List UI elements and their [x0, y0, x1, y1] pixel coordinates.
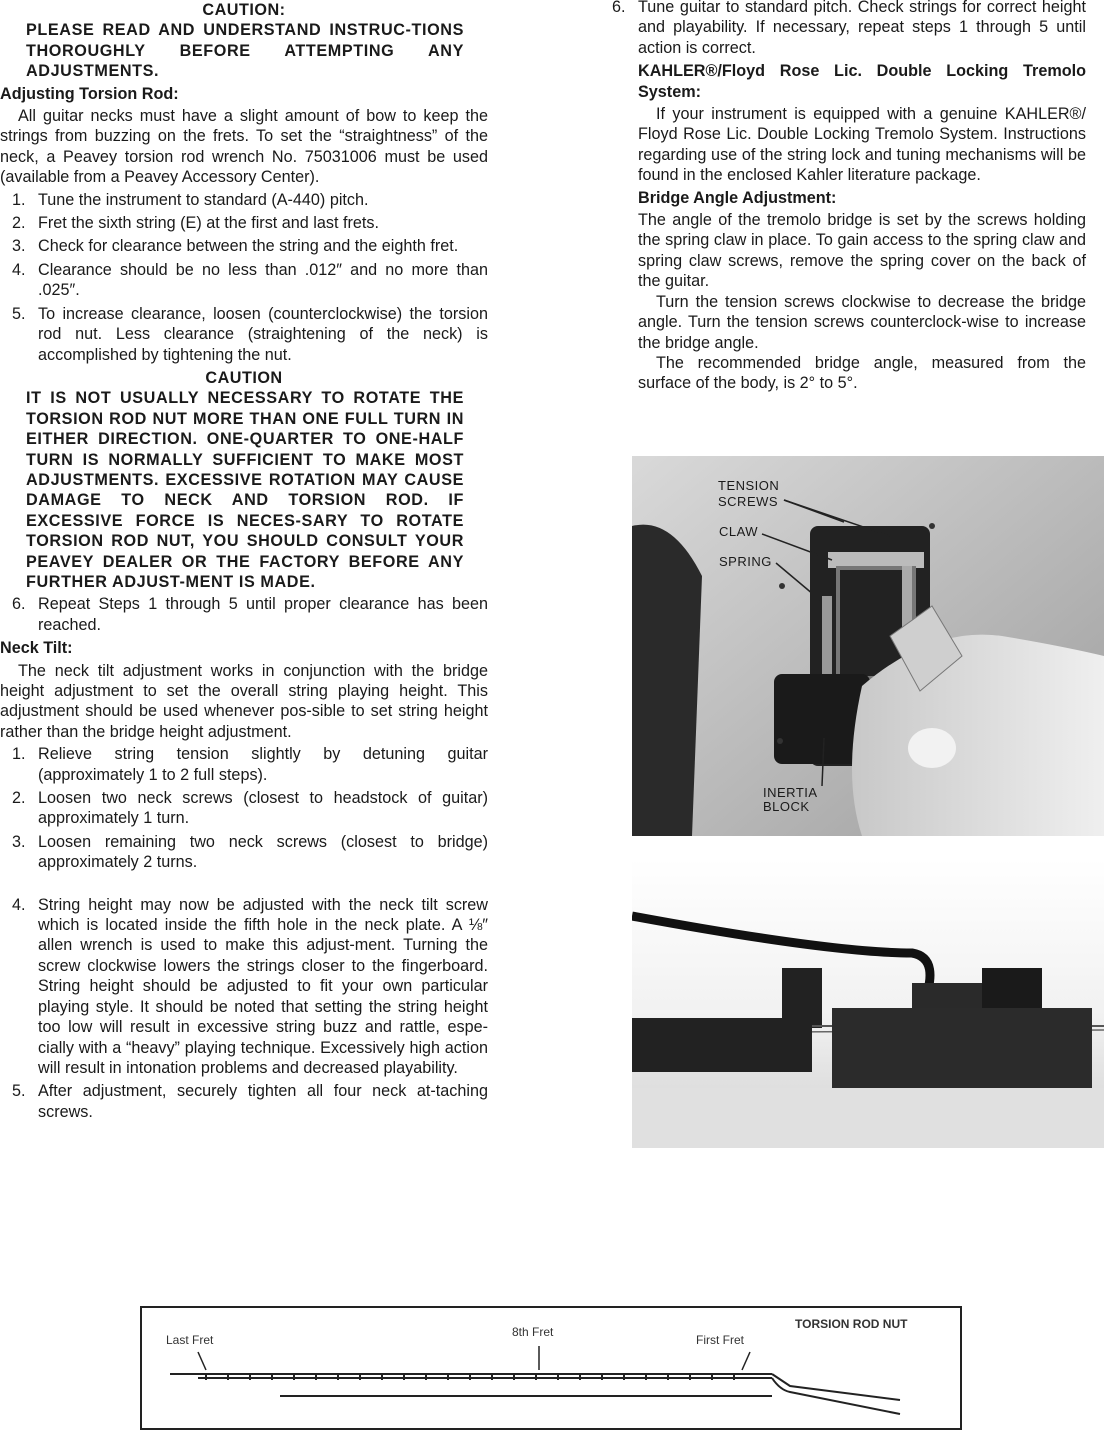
label-first-fret: First Fret: [696, 1333, 744, 1347]
torsion-step6: [0, 594, 488, 635]
list-item: [0, 304, 488, 365]
kahler-body: If your instrument is equipped with a genuine KAHLER®/ Floyd Rose Lic. Double Locking Tremolo System. Instructions regarding use of the string lock and tuning mechanisms will be found in the enclosed Kahler literature package.: [638, 105, 1086, 185]
caution2-body: IT IS NOT USUALLY NECESSARY TO ROTATE THE TORSION ROD NUT MORE THAN ONE FULL TURN IN EITHER DIRECTION. ONE-QUARTER TO ONE-HALF TURN IS NORMALLY SUFFICIENT TO MAKE MOST ADJUSTMENTS. EXCESSIVE ROTATION MAY CAUSE DAMAGE TO NECK AND TORSION ROD. IF EXCESSIVE FORCE IS NECES-SARY TO ROTATE TORSION ROD NUT, YOU SHOULD CONSULT YOUR PEAVEY DEALER OR THE FACTORY BEFORE ANY FURTHER ADJUST-MENT IS MADE.: [26, 389, 464, 591]
list-item: [0, 1081, 488, 1122]
left-column: [0, 0, 488, 1125]
tilt-step6: [612, 0, 1086, 58]
step-text: Repeat Steps 1 through 5 until proper clearance has been reached.: [38, 595, 488, 634]
step-number: 4.: [12, 895, 26, 914]
step-number: 5.: [12, 1082, 26, 1101]
label-inertia: INERTIA: [763, 785, 818, 800]
list-item: [0, 594, 488, 635]
torsion-rod-diagram: [140, 1306, 962, 1430]
step-text: Tune guitar to standard pitch. Check strings for correct height and playability. If necessary, repeat steps 1 through 5 until action is correct.: [638, 0, 1086, 57]
label-8th-fret: 8th Fret: [512, 1325, 554, 1339]
torsion-heading: Adjusting Torsion Rod:: [0, 84, 179, 103]
bridge-paragraph-1: The angle of the tremolo bridge is set by the screws holding the spring claw in place. To gain access to the spring claw and spring claw screws, remove the spring cover on the back of the guitar.: [638, 211, 1086, 291]
list-item: [0, 190, 488, 210]
label-last-fret: Last Fret: [166, 1333, 214, 1347]
screw-dot: [929, 523, 935, 529]
list-item: [0, 260, 488, 301]
screw-dot: [777, 738, 783, 744]
spring-cavity-illustration: [632, 456, 1104, 836]
label-tension: TENSION: [718, 478, 780, 493]
bridge-side-photo: [632, 858, 1104, 1148]
bridge-side-illustration: [632, 858, 1104, 1148]
step-text: After adjustment, securely tighten all four neck at-taching screws.: [38, 1082, 488, 1121]
neck-diagram: [140, 1306, 962, 1430]
torsion-intro: All guitar necks must have a slight amount of bow to keep the strings from buzzing on the frets. To set the “straightness” of the neck, a Peavey torsion rod wrench No. 75031006 must be used (available from a Peavey Accessory Center).: [0, 107, 488, 187]
list-item: [0, 788, 488, 829]
list-item: [0, 236, 488, 256]
label-claw: CLAW: [719, 524, 759, 539]
step-text: Check for clearance between the string and the eighth fret.: [38, 237, 459, 256]
bridge-heading: Bridge Angle Adjustment:: [638, 188, 837, 207]
step-number: 6.: [12, 595, 26, 614]
screwdriver-cap: [908, 728, 956, 768]
kahler-heading: KAHLER®/Floyd Rose Lic. Double Locking Tremolo System:: [638, 62, 1086, 101]
torsion-steps: [0, 190, 488, 365]
label-block: BLOCK: [763, 799, 810, 814]
right-column: [612, 0, 1086, 394]
caution-title: CAUTION:: [202, 1, 286, 19]
spring-claw: [828, 552, 924, 568]
step-text: Relieve string tension slightly by detuning guitar (approximately 1 to 2 full steps).: [38, 745, 488, 784]
list-item: [0, 213, 488, 233]
step-text: Loosen remaining two neck screws (closest to bridge) approximately 2 turns.: [38, 832, 488, 872]
pickup: [632, 1018, 812, 1072]
step-number: 2.: [12, 214, 26, 233]
guitar-top: [632, 1088, 1104, 1148]
caution-body: PLEASE READ AND UNDERSTAND INSTRUC-TIONS THOROUGHLY BEFORE ATTEMPTING ANY ADJUSTMENTS.: [26, 21, 464, 81]
step-number: 4.: [12, 260, 26, 279]
list-item: [0, 895, 488, 1079]
step-number: 3.: [12, 237, 26, 256]
step-number: 5.: [12, 304, 26, 323]
step-number: 3.: [12, 832, 26, 851]
list-item: [0, 832, 488, 873]
step-text: Clearance should be no less than .012″ and no more than .025″.: [38, 260, 488, 300]
bridge-base: [832, 1008, 1092, 1092]
tilt-heading: Neck Tilt:: [0, 639, 73, 658]
step-text: Fret the sixth string (E) at the first and last frets.: [38, 214, 379, 233]
tilt-intro: The neck tilt adjustment works in conjunction with the bridge height adjustment to set the overall string playing height. This adjustment should be used whenever pos-sible to set string height rather than the bridge height adjustment.: [0, 661, 488, 741]
bridge-paragraph-2: Turn the tension screws clockwise to decrease the bridge angle. Turn the tension screws counterclock-wise to increase the bridge angle.: [638, 292, 1086, 352]
step-text: Loosen two neck screws (closest to headstock of guitar) approximately 1 turn.: [38, 789, 488, 828]
step-number: 1.: [12, 745, 26, 764]
spring-cavity-photo: [632, 456, 1104, 836]
label-screws: SCREWS: [718, 494, 779, 509]
tilt-steps: [0, 744, 488, 1122]
label-spring: SPRING: [719, 554, 772, 569]
label-torsion-rod-nut: TORSION ROD NUT: [795, 1317, 908, 1331]
step-number: 2.: [12, 789, 26, 808]
step-number: 1.: [12, 190, 26, 209]
list-item: [612, 0, 1086, 58]
bridge-paragraph-3: The recommended bridge angle, measured from the surface of the body, is 2° to 5°.: [638, 353, 1086, 393]
step-text: String height may now be adjusted with the neck tilt screw which is located inside the fifth hole in the neck plate. A ⅛″ allen wrench is used to make this adjust-ment. Turning the screw clockwise lowers the strings closer to the fingerboard. String height should be adjusted to fit your own particular playing style. It should be noted that setting the string height too low will result in excessive string buzz and rattle, espe-cially with a “heavy” playing technique. Excessively high action will result in intonation problems and decreased playability.: [38, 895, 488, 1077]
step-text: Tune the instrument to standard (A-440) pitch.: [38, 190, 369, 209]
screw-dot: [779, 583, 785, 589]
guitar-edge: [632, 525, 702, 836]
step-text: To increase clearance, loosen (counterclockwise) the torsion rod nut. Less clearance (straightening of the neck) is accomplished by tightening the nut.: [38, 304, 488, 364]
list-item: [0, 744, 488, 785]
step-number: 6.: [612, 0, 626, 16]
caution2-title: CAUTION: [205, 368, 283, 387]
